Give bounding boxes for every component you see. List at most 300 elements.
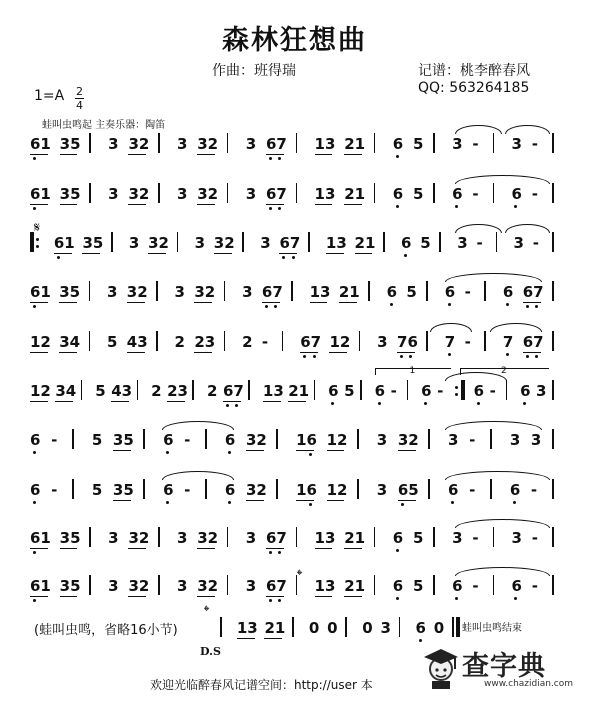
bar-line bbox=[308, 232, 310, 252]
note-group: 65 bbox=[397, 481, 419, 499]
eighth-beam bbox=[54, 253, 72, 254]
bar-line bbox=[360, 380, 362, 400]
note-group: - bbox=[472, 529, 479, 547]
final-bar-line bbox=[456, 617, 460, 637]
bar-line bbox=[433, 527, 435, 547]
note-group: 3 bbox=[511, 529, 522, 547]
eighth-beam bbox=[128, 596, 146, 597]
eighth-beam bbox=[327, 450, 345, 451]
note-group: 67 bbox=[261, 283, 283, 301]
low-octave-dot bbox=[378, 402, 381, 405]
bar-line bbox=[552, 479, 554, 499]
bar-line bbox=[552, 429, 554, 449]
note-group: 32 bbox=[126, 283, 148, 301]
note-group: 5 bbox=[412, 577, 424, 595]
note-group: 32 bbox=[128, 185, 150, 203]
note-group: 21 bbox=[264, 619, 286, 637]
low-octave-dot bbox=[278, 157, 281, 160]
low-octave-dot bbox=[269, 157, 272, 160]
score-line-9 bbox=[30, 525, 560, 559]
note-group: 6 bbox=[520, 382, 531, 400]
low-octave-dot bbox=[526, 355, 529, 358]
eighth-beam bbox=[128, 154, 146, 155]
bar-line bbox=[227, 527, 229, 547]
note-group: 2 bbox=[207, 382, 218, 400]
qq-contact: QQ: 563264185 bbox=[418, 80, 530, 96]
bar-line bbox=[552, 281, 554, 301]
note-group: 35 bbox=[59, 135, 81, 153]
note-group: 61 bbox=[30, 577, 51, 595]
bar-line bbox=[484, 281, 486, 301]
bar-line bbox=[368, 281, 370, 301]
bar-line bbox=[89, 575, 91, 595]
note-group: 21 bbox=[344, 185, 366, 203]
note-group: 67 bbox=[300, 333, 322, 351]
bar-line bbox=[374, 183, 376, 203]
bar-line bbox=[81, 380, 83, 400]
low-octave-dot bbox=[166, 451, 169, 454]
note-group: 5 bbox=[412, 185, 424, 203]
coda-icon-2: 𝄌 bbox=[204, 602, 210, 620]
note-group: 5 bbox=[91, 481, 103, 499]
note-group: - bbox=[531, 135, 538, 153]
note-group: 6 bbox=[224, 431, 236, 449]
note-group: 2 bbox=[174, 333, 185, 351]
low-octave-dot bbox=[309, 453, 312, 456]
note-group: 3 bbox=[452, 529, 463, 547]
note-group: 6 bbox=[328, 382, 339, 400]
low-octave-dot bbox=[514, 597, 517, 600]
note-group: 5 bbox=[91, 431, 103, 449]
low-octave-dot bbox=[313, 355, 316, 358]
note-group: 67 bbox=[266, 529, 287, 547]
note-group: 5 bbox=[95, 382, 106, 400]
bar-line bbox=[205, 479, 207, 499]
eighth-beam bbox=[263, 401, 281, 402]
repeat-dot bbox=[455, 393, 458, 396]
eighth-beam bbox=[214, 253, 232, 254]
low-octave-dot bbox=[166, 501, 169, 504]
note-group: 6 bbox=[421, 382, 432, 400]
note-group: 23 bbox=[194, 333, 216, 351]
bar-line bbox=[242, 232, 244, 252]
bar-line bbox=[439, 232, 441, 252]
omit-note: (蛙叫虫鸣，省略16小节) bbox=[34, 623, 178, 638]
low-octave-dot bbox=[390, 303, 393, 306]
low-octave-dot bbox=[33, 207, 36, 210]
time-sig-bottom: 4 bbox=[76, 99, 83, 112]
eighth-beam bbox=[128, 204, 146, 205]
tie-slur bbox=[445, 471, 550, 480]
low-octave-dot bbox=[269, 207, 272, 210]
eighth-beam bbox=[329, 352, 347, 353]
note-group: 67 bbox=[522, 283, 544, 301]
eighth-beam bbox=[128, 548, 146, 549]
note-group: 7 bbox=[502, 333, 514, 351]
note-group: 6 bbox=[30, 481, 41, 499]
note-group: 32 bbox=[197, 135, 219, 153]
bar-line bbox=[205, 429, 207, 449]
bar-line bbox=[433, 575, 435, 595]
note-group: 21 bbox=[344, 577, 366, 595]
bar-line bbox=[552, 232, 554, 252]
bar-line bbox=[276, 479, 278, 499]
logo-name: 查字典 bbox=[462, 651, 546, 682]
note-group: 6 bbox=[392, 135, 404, 153]
note-group: 21 bbox=[344, 529, 366, 547]
note-group: 67 bbox=[222, 382, 244, 400]
note-group: 6 bbox=[392, 529, 404, 547]
eighth-beam bbox=[167, 401, 185, 402]
note-group: - bbox=[531, 185, 538, 203]
low-octave-dot bbox=[477, 402, 480, 405]
low-octave-dot bbox=[278, 207, 281, 210]
eighth-beam bbox=[30, 204, 48, 205]
bar-line bbox=[433, 183, 435, 203]
note-group: 5 bbox=[412, 135, 424, 153]
note-group: 13 bbox=[236, 619, 258, 637]
bar-line bbox=[493, 575, 495, 595]
note-group: 13 bbox=[325, 234, 347, 252]
note-group: 3 bbox=[176, 135, 188, 153]
note-group: 3 bbox=[194, 234, 205, 252]
repeat-end bbox=[461, 380, 465, 400]
note-group: 35 bbox=[59, 185, 81, 203]
composer-credit: 作曲：班得瑞 bbox=[212, 63, 296, 79]
note-group: 67 bbox=[266, 185, 287, 203]
site-logo[interactable] bbox=[420, 641, 586, 697]
eighth-beam bbox=[30, 596, 48, 597]
repeat-dot bbox=[36, 238, 39, 241]
bar-line bbox=[552, 575, 554, 595]
note-group: 12 bbox=[30, 333, 51, 351]
note-group: 3 bbox=[108, 577, 119, 595]
bar-line bbox=[552, 527, 554, 547]
note-group: 3 bbox=[376, 481, 388, 499]
note-group: 3 bbox=[176, 577, 188, 595]
eighth-beam bbox=[60, 596, 78, 597]
low-octave-dot bbox=[451, 501, 454, 504]
tie-slur bbox=[490, 323, 542, 332]
note-group: 3 bbox=[108, 185, 119, 203]
note-group: 3 bbox=[377, 333, 388, 351]
note-group: 76 bbox=[397, 333, 418, 351]
bar-line bbox=[227, 183, 229, 203]
eighth-beam bbox=[148, 253, 166, 254]
note-group: 3 bbox=[245, 577, 257, 595]
bar-line bbox=[552, 380, 554, 400]
bar-line bbox=[428, 479, 430, 499]
low-octave-dot bbox=[396, 205, 399, 208]
bar-line bbox=[433, 133, 435, 153]
note-group: 3 bbox=[536, 382, 547, 400]
note-group: 61 bbox=[30, 135, 51, 153]
eighth-beam bbox=[194, 352, 212, 353]
low-octave-dot bbox=[33, 501, 36, 504]
low-octave-dot bbox=[396, 549, 399, 552]
note-group: 3 bbox=[513, 234, 524, 252]
tie-slur bbox=[455, 125, 502, 134]
eighth-beam bbox=[30, 352, 48, 353]
eighth-beam bbox=[197, 596, 215, 597]
tie-slur bbox=[455, 175, 550, 184]
note-group: - bbox=[51, 431, 58, 449]
eighth-beam bbox=[262, 302, 280, 303]
eighth-beam bbox=[339, 302, 357, 303]
note-group: 12 bbox=[30, 382, 51, 400]
note-group: 43 bbox=[111, 382, 133, 400]
bar-line bbox=[357, 429, 359, 449]
low-octave-dot bbox=[513, 501, 516, 504]
note-group: - bbox=[51, 481, 58, 499]
note-group: 13 bbox=[262, 382, 284, 400]
note-group: - bbox=[472, 135, 479, 153]
note-group: 6 bbox=[511, 577, 522, 595]
tie-slur bbox=[162, 421, 234, 430]
bar-line bbox=[493, 183, 495, 203]
bar-line bbox=[359, 331, 361, 351]
note-group: 6 bbox=[401, 234, 412, 252]
note-group: 6 bbox=[473, 382, 485, 400]
bar-line bbox=[227, 575, 229, 595]
eighth-beam bbox=[30, 154, 48, 155]
eighth-beam bbox=[344, 204, 362, 205]
bar-line bbox=[314, 380, 316, 400]
bar-line bbox=[220, 617, 222, 637]
eighth-beam bbox=[197, 204, 215, 205]
note-group: 6 bbox=[415, 619, 426, 637]
note-group: 32 bbox=[197, 185, 219, 203]
eighth-beam bbox=[266, 154, 284, 155]
score-line-2 bbox=[30, 181, 560, 215]
eighth-beam bbox=[315, 204, 333, 205]
note-group: 3 bbox=[380, 619, 391, 637]
bar-line bbox=[158, 527, 160, 547]
eighth-beam bbox=[60, 154, 78, 155]
bar-line bbox=[506, 380, 508, 400]
eighth-beam bbox=[344, 548, 362, 549]
eighth-beam bbox=[197, 154, 215, 155]
note-group: 6 bbox=[444, 283, 456, 301]
note-group: 67 bbox=[522, 333, 544, 351]
note-group: 3 bbox=[452, 135, 463, 153]
note-group: 32 bbox=[213, 234, 235, 252]
eighth-beam bbox=[315, 154, 333, 155]
low-octave-dot bbox=[265, 305, 268, 308]
low-octave-dot bbox=[278, 599, 281, 602]
note-group: - bbox=[476, 234, 483, 252]
low-octave-dot bbox=[33, 551, 36, 554]
bar-line bbox=[158, 183, 160, 203]
bar-line bbox=[493, 133, 495, 153]
eighth-beam bbox=[60, 204, 78, 205]
tie-slur bbox=[455, 224, 502, 233]
bar-line bbox=[282, 331, 284, 351]
tie-slur bbox=[430, 323, 472, 332]
note-group: 67 bbox=[266, 577, 287, 595]
note-group: 5 bbox=[106, 333, 118, 351]
eighth-beam bbox=[279, 253, 297, 254]
eighth-beam bbox=[60, 548, 78, 549]
song-title: 森林狂想曲 bbox=[222, 25, 367, 56]
note-group: 5 bbox=[406, 283, 417, 301]
bar-line bbox=[89, 331, 91, 351]
end-label: 蛙叫虫鸣结束 bbox=[462, 623, 522, 634]
note-group: - bbox=[464, 333, 471, 351]
eighth-beam bbox=[523, 302, 541, 303]
low-octave-dot bbox=[526, 305, 529, 308]
bar-line bbox=[156, 281, 158, 301]
note-group: 35 bbox=[59, 577, 81, 595]
score-line-5 bbox=[30, 329, 560, 363]
bar-line bbox=[296, 527, 298, 547]
bar-line bbox=[89, 281, 91, 301]
note-group: 6 bbox=[224, 481, 236, 499]
note-group: 43 bbox=[126, 333, 148, 351]
low-octave-dot bbox=[57, 256, 60, 259]
bar-line bbox=[552, 331, 554, 351]
intro-label: 蛙叫虫鸣起 主奏乐器：陶笛 bbox=[42, 120, 166, 131]
bar-line bbox=[357, 479, 359, 499]
bar-line bbox=[496, 232, 498, 252]
eighth-beam bbox=[127, 352, 145, 353]
low-octave-dot bbox=[269, 599, 272, 602]
note-group: 32 bbox=[245, 431, 267, 449]
note-group: - bbox=[472, 185, 479, 203]
note-group: 16 bbox=[296, 431, 317, 449]
low-octave-dot bbox=[401, 503, 404, 506]
note-group: 3 bbox=[242, 283, 253, 301]
note-group: 6 bbox=[163, 431, 174, 449]
transcriber-credit: 记谱：桃李醉春风 bbox=[418, 63, 530, 79]
low-octave-dot bbox=[448, 303, 451, 306]
bar-line bbox=[296, 133, 298, 153]
note-group: 7 bbox=[444, 333, 456, 351]
note-group: 34 bbox=[55, 382, 77, 400]
bar-line bbox=[552, 133, 554, 153]
low-octave-dot bbox=[424, 402, 427, 405]
volta-number: 1 bbox=[409, 366, 416, 376]
eighth-beam bbox=[315, 596, 333, 597]
score-line-6 bbox=[30, 378, 560, 412]
note-group: 0 bbox=[308, 619, 320, 637]
repeat-dot bbox=[455, 386, 458, 389]
bar-line bbox=[374, 575, 376, 595]
note-group: - bbox=[184, 481, 191, 499]
tie-slur bbox=[445, 273, 542, 282]
low-octave-dot bbox=[33, 451, 36, 454]
low-octave-dot bbox=[455, 205, 458, 208]
eighth-beam bbox=[310, 302, 328, 303]
note-group: 13 bbox=[314, 185, 336, 203]
low-octave-dot bbox=[506, 303, 509, 306]
score-line-3 bbox=[30, 230, 560, 264]
note-group: 3 bbox=[511, 135, 522, 153]
eighth-beam bbox=[327, 500, 345, 501]
note-group: 21 bbox=[338, 283, 360, 301]
low-octave-dot bbox=[226, 404, 229, 407]
eighth-beam bbox=[194, 302, 212, 303]
bar-line bbox=[552, 183, 554, 203]
bar-line bbox=[399, 617, 401, 637]
segno-icon: 𝄋 bbox=[34, 220, 41, 236]
note-group: 32 bbox=[148, 234, 169, 252]
note-group: - bbox=[531, 529, 538, 547]
low-octave-dot bbox=[309, 503, 312, 506]
eighth-beam bbox=[344, 596, 362, 597]
note-group: 3 bbox=[106, 283, 118, 301]
bar-line bbox=[89, 133, 91, 153]
bar-line bbox=[407, 380, 409, 400]
bar-line bbox=[137, 380, 139, 400]
bar-line bbox=[296, 183, 298, 203]
note-group: 5 bbox=[420, 234, 431, 252]
low-octave-dot bbox=[303, 355, 306, 358]
note-group: - bbox=[532, 234, 539, 252]
note-group: 32 bbox=[128, 577, 150, 595]
note-group: 3 bbox=[509, 431, 521, 449]
note-group: 3 bbox=[245, 185, 257, 203]
note-group: 3 bbox=[245, 135, 257, 153]
note-group: 12 bbox=[329, 333, 351, 351]
note-group: 61 bbox=[30, 283, 51, 301]
eighth-beam bbox=[344, 154, 362, 155]
note-group: - bbox=[469, 431, 476, 449]
low-octave-dot bbox=[278, 551, 281, 554]
low-octave-dot bbox=[535, 355, 538, 358]
bar-line bbox=[158, 133, 160, 153]
note-group: 35 bbox=[59, 283, 81, 301]
note-group: 34 bbox=[59, 333, 81, 351]
low-octave-dot bbox=[419, 639, 422, 642]
eighth-beam bbox=[237, 638, 255, 639]
note-group: 32 bbox=[397, 431, 419, 449]
bar-line bbox=[156, 331, 158, 351]
note-group: 6 bbox=[452, 577, 463, 595]
note-group: 6 bbox=[448, 481, 459, 499]
note-group: 0 bbox=[433, 619, 445, 637]
repeat-dot bbox=[36, 245, 39, 248]
eighth-beam bbox=[197, 548, 215, 549]
eighth-beam bbox=[355, 253, 373, 254]
note-group: 12 bbox=[326, 481, 348, 499]
low-octave-dot bbox=[282, 256, 285, 259]
note-group: 32 bbox=[128, 135, 150, 153]
bar-line bbox=[490, 479, 492, 499]
time-signature bbox=[75, 86, 84, 111]
scholar-icon bbox=[422, 645, 460, 691]
bar-line bbox=[490, 429, 492, 449]
low-octave-dot bbox=[228, 451, 231, 454]
logo-url: www.chazidian.com bbox=[484, 679, 574, 689]
tie-slur bbox=[455, 519, 550, 528]
low-octave-dot bbox=[506, 353, 509, 356]
note-group: 32 bbox=[128, 529, 150, 547]
note-group: 3 bbox=[176, 529, 188, 547]
bar-line bbox=[383, 232, 385, 252]
eighth-beam bbox=[397, 352, 415, 353]
note-group: 3 bbox=[176, 185, 188, 203]
eighth-beam bbox=[523, 352, 541, 353]
low-octave-dot bbox=[228, 501, 231, 504]
note-group: 6 bbox=[452, 185, 463, 203]
bar-line bbox=[296, 575, 298, 595]
note-group: 3 bbox=[448, 431, 459, 449]
bar-line bbox=[428, 429, 430, 449]
eighth-beam bbox=[300, 352, 318, 353]
tie-slur bbox=[505, 125, 550, 134]
eighth-beam bbox=[111, 401, 129, 402]
